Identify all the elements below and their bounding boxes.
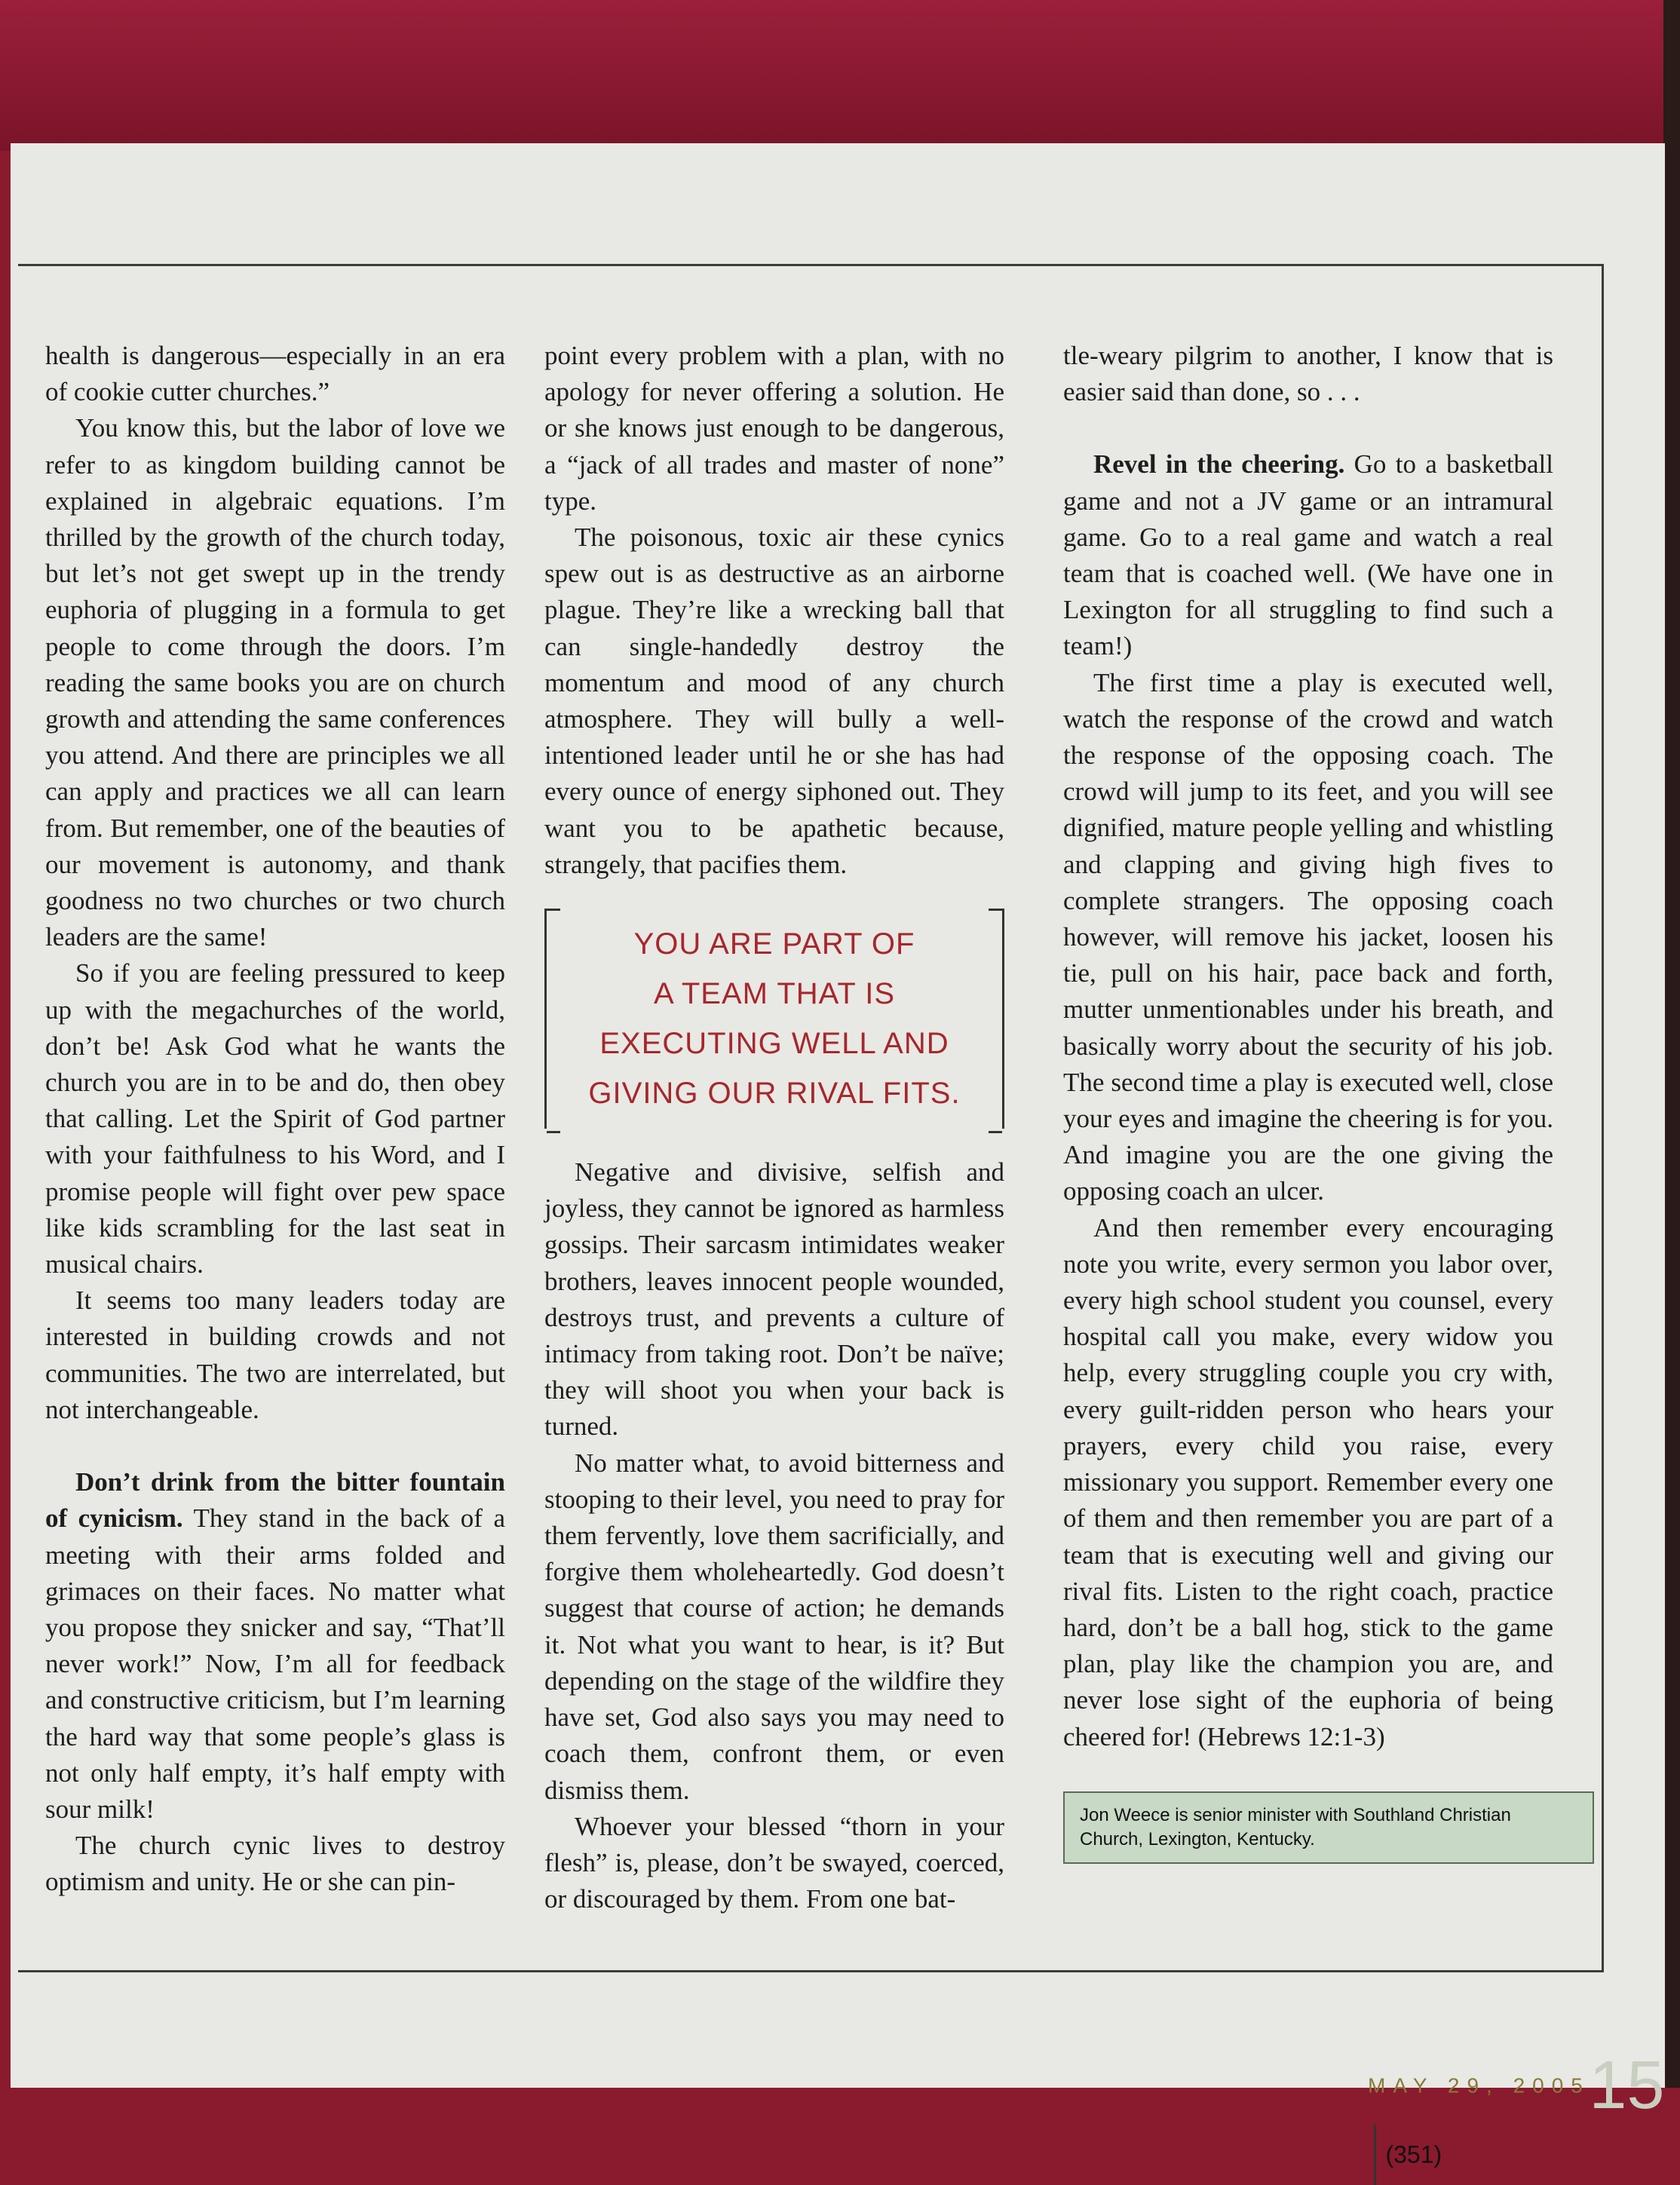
magazine-page <box>11 143 1665 2168</box>
paragraph: The church cynic lives to destroy optimism and unity. He or she can pin- <box>45 1831 505 1897</box>
article-column-2 <box>544 338 1004 1917</box>
page-number: (351) <box>1385 2141 1442 2168</box>
folio-number: 15 <box>1589 2048 1665 2123</box>
paragraph: It seems too many leaders today are interested in building crowds and not communities. The two are interrelated, but not interchangeable. <box>45 1286 505 1424</box>
folio-divider <box>1374 2125 1376 2185</box>
section-heading: Revel in the cheering. <box>1093 449 1345 480</box>
paragraph-text: Go to a basketball game and not a JV game or an intramural game. Go to a real game and watch a real team that is coached well. (We have one in Lexington for all struggling to find such a team!) <box>1063 449 1553 661</box>
pull-quote <box>544 909 1004 1129</box>
paragraph: point every problem with a plan, with no apology for never offering a solution. He or she knows just enough to be dangerous, a “jack of all trades and master of none” type. <box>544 341 1004 516</box>
author-bio-box: Jon Weece is senior minister with Southland Christian Church, Lexington, Kentucky. <box>1063 1791 1594 1864</box>
paragraph: You know this, but the labor of love we refer to as kingdom building cannot be explained in algebraic equations. I’m thrilled by the growth of the church today, but let’s not get swept up in the trendy euphoria of plugging in a formula to get people to come through the doors. I’m reading the same books you are on church growth and attending the same conferences you attend. And there are principles we all can apply and practices we all can learn from. But remember, one of the beauties of our movement is autonomy, and thank goodness no two churches or two church leaders are the same! <box>45 413 505 952</box>
section-paragraph <box>1063 446 1553 664</box>
pull-quote-line: GIVING OUR RIVAL FITS. <box>588 1077 961 1111</box>
article-column-3 <box>1063 338 1553 1864</box>
paragraph: Whoever your blessed “thorn in your flesh” is, please, don’t be swayed, coerced, or discouraged by them. From one bat- <box>544 1811 1004 1914</box>
paragraph: tle-weary pilgrim to another, I know that is easier said than done, so . . . <box>1063 341 1553 407</box>
paragraph: The poisonous, toxic air these cynics spew out is as destructive as an airborne plague. They’re like a wrecking ball that can single-handedly destroy the momentum and mood of any church atmosphere. They will bully a well-intentioned leader until he or she has had every ounce of energy siphoned out. They want you to be apathetic because, strangely, that pacifies them. <box>544 522 1004 879</box>
paragraph: health is dangerous—especially in an era of cookie cutter churches.” <box>45 341 505 407</box>
paragraph: And then remember every encouraging note you write, every sermon you labor over, every high school student you counsel, every hospital call you make, every widow you help, every struggling couple you cry with, every guilt-ridden person who hears your prayers, every child you raise, every missionary you support. Remember every one of them and then remember you are part of a team that is executing well and giving our rival fits. Listen to the right coach, practice hard, don’t be a ball hog, stick to the game plan, play like the champion you are, and never lose sight of the euphoria of being cheered for! (Hebrews 12:1-3) <box>1063 1212 1553 1751</box>
binding-edge <box>1663 0 1680 2088</box>
paragraph-text: They stand in the back of a meeting with their arms folded and grimaces on their faces. No matter what you propose they snicker and say, “That’ll never work!” Now, I’m all for feedback and constructive criticism, but I’m learning the hard way that some people’s glass is not only half empty, it’s half empty with sour milk! <box>45 1503 505 1824</box>
paragraph: Negative and divisive, selfish and joyless, they cannot be ignored as harmless gossips. Their sarcasm intimidates weaker brothers, leaves innocent people wounded, destroys trust, and prevents a culture of intimacy from taking root. Don’t be naïve; they will shoot you when your back is turned. <box>544 1157 1004 1442</box>
page-folio <box>1368 2047 1665 2185</box>
magazine-cover-edge <box>0 0 1680 151</box>
paragraph: So if you are feeling pressured to keep up with the megachurches of the world, don’t be! Ask God what he wants the church you are in to be and do, then obey that calling. Let the Spirit of God partner with your faithfulness to his Word, and I promise people will fight over pew space like kids scrambling for the last seat in musical chairs. <box>45 958 505 1279</box>
faded-header <box>161 151 1594 279</box>
issue-date: MAY 29, 2005 <box>1368 2073 1590 2098</box>
paragraph: The first time a play is executed well, watch the response of the crowd and watch the response of the opposing coach. The crowd will jump to its feet, and you will see dignified, mature people yelling and whistling and clapping and giving high fives to complete strangers. The opposing coach however, will remove his jacket, loosen his tie, pull on his hair, pace back and forth, mutter unmentionables under his breath, and basically worry about the security of his job. The second time a play is executed well, close your eyes and imagine the cheering is for you. And imagine you are the one giving the opposing coach an ulcer. <box>1063 667 1553 1206</box>
paragraph: No matter what, to avoid bitterness and stooping to their level, you need to pray for them fervently, love them sacrificially, and forgive them wholeheartedly. God doesn’t suggest that course of action; he demands it. Not what you want to hear, is it? But depending on the stage of the wildfire they have set, God also says you may need to coach them, confront them, or even dismiss them. <box>544 1448 1004 1805</box>
section-heading: Don’t drink from the bitter fountain of cynicism. <box>45 1467 505 1534</box>
pull-quote-line: EXECUTING WELL AND <box>599 1027 949 1061</box>
pull-quote-line: YOU ARE PART OF <box>633 927 915 961</box>
section-paragraph <box>45 1464 505 1828</box>
article-column-1 <box>45 338 505 1901</box>
pull-quote-line: A TEAM THAT IS <box>653 977 895 1011</box>
